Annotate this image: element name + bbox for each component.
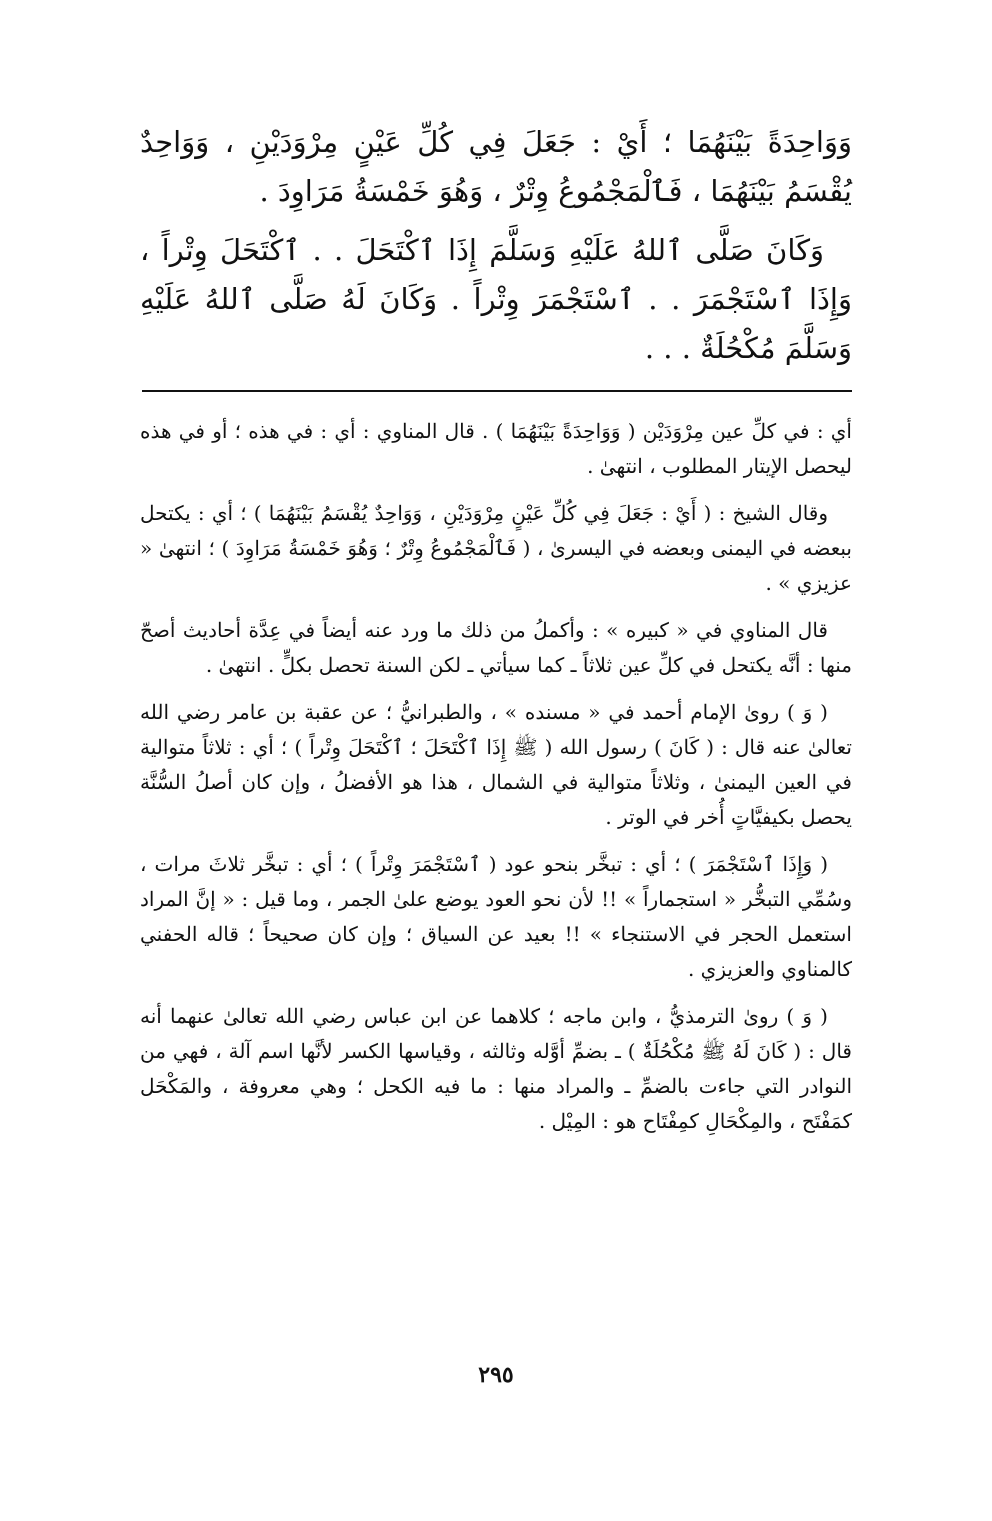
commentary-paragraph-4: ( وَ ) روىٰ الإمام أحمد في « مسنده » ، والطبرانيُّ ؛ عن عقبة بن عامر رضي الله تعالىٰ عنه قال : ( كَانَ ) رسول الله ( ﷺ إِذَا ٱكْتَحَلَ ؛ ٱكْتَحَلَ وِتْراً ) ؛ أي : ثلاثاً متوالية في العين اليمنىٰ ، وثلاثاً متوالية في الشمال ، هذا هو الأفضلُ ، وإن كان أصلُ السُّنَّة يحصل بكيفيَّاتٍ أُخر في الوتر .	[140, 700, 852, 829]
main-text	[140, 118, 852, 373]
commentary-paragraph-6: ( وَ ) روىٰ الترمذيُّ ، وابن ماجه ؛ كلاهما عن ابن عباس رضي الله تعالىٰ عنهما أنه قال : ( كَانَ لَهُ ﷺ مُكْحُلَةٌ ) ـ بضمِّ أوَّله وثالثه ، وقياسها الكسر لأنَّها اسم آلة ، فهي من النوادر التي جاءت بالضمِّ ـ والمراد منها : ما فيه الكحل ؛ وهي معروفة ، والمَكْحَل كمَفْتَح ، والمِكْحَالِ كمِفْتَاح هو : المِيْل .	[140, 1004, 852, 1133]
footnote-separator	[142, 390, 852, 392]
commentary-paragraph-1: أي : في كلِّ عين مِرْوَدَيْن ( وَوَاحِدَةً بَيْنَهُمَا ) . قال المناوي : أي : في هذه ؛ أو في هذه ليحصل الإيتار المطلوب ، انتهىٰ .	[140, 419, 852, 478]
main-paragraph-2: وَكَانَ صَلَّى ٱللهُ عَلَيْهِ وَسَلَّمَ إِذَا ٱكْتَحَلَ . . ٱكْتَحَلَ وِتْراً ، وَإِذَا ٱسْتَجْمَرَ . . ٱسْتَجْمَرَ وِتْراً . وَكَانَ لَهُ صَلَّى ٱللهُ عَلَيْهِ وَسَلَّمَ مُكْحُلَةٌ . . .	[140, 233, 852, 365]
commentary-paragraph-5: ( وَإِذَا ٱسْتَجْمَرَ ) ؛ أي : تبخَّر بنحو عود ( ٱسْتَجْمَرَ وِتْراً ) ؛ أي : تبخَّر ثلاثَ مرات ، وسُمِّي التبخُّر « استجماراً » !! لأن نحو العود يوضع علىٰ الجمر ، وما قيل : « إنَّ المراد استعمل الحجر في الاستنجاء » !! بعيد عن السياق ؛ وإن كان صحيحاً ؛ قاله الحفني كالمناوي والعزيزي .	[140, 852, 852, 981]
commentary-paragraph-2: وقال الشيخ : ( أَيْ : جَعَلَ فِي كُلِّ عَيْنٍ مِرْوَدَيْنِ ، وَوَاحِدٌ يُقْسَمُ بَيْنَهُمَا ) ؛ أي : يكتحل ببعضه في اليمنى وبعضه في اليسرىٰ ، ( فَٱلْمَجْمُوعُ وِتْرٌ ؛ وَهُوَ خَمْسَةُ مَرَاوِدَ ) ؛ انتهىٰ « عزيزي » .	[140, 501, 852, 595]
commentary	[140, 414, 852, 1139]
commentary-paragraph-3: قال المناوي في « كبيره » : وأكملُ من ذلك ما ورد عنه أيضاً في عِدَّة أحاديث أصحّ منها : أنَّه يكتحل في كلِّ عين ثلاثاً ـ كما سيأتي ـ لكن السنة تحصل بكلٍّ . انتهىٰ .	[140, 618, 852, 677]
main-paragraph-1: وَوَاحِدَةً بَيْنَهُمَا ؛ أَيْ : جَعَلَ فِي كُلِّ عَيْنٍ مِرْوَدَيْنِ ، وَوَاحِدٌ يُقْسَمُ بَيْنَهُمَا ، فَٱلْمَجْمُوعُ وِتْرٌ ، وَهُوَ خَمْسَةُ مَرَاوِدَ .	[140, 125, 852, 208]
page-number: ٢٩٥	[478, 1362, 514, 1388]
